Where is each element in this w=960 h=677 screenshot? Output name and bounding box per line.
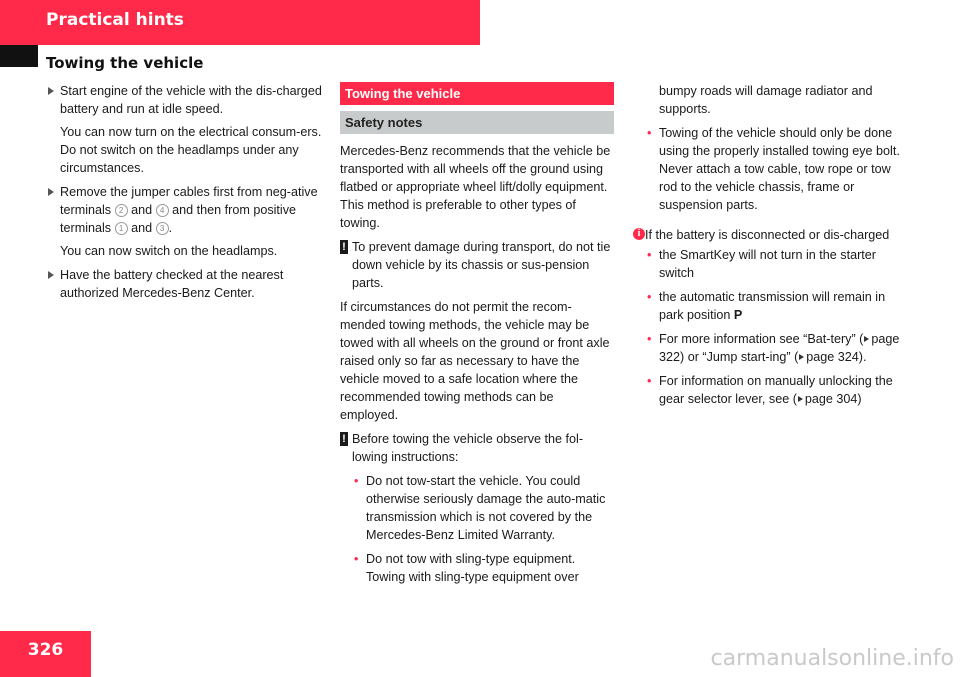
step-battery-check: Have the battery checked at the nearest authorized Mercedes-Benz Center.	[46, 266, 322, 302]
page-reference[interactable]: page 322) or “Jump start-ing” (	[659, 332, 900, 364]
step-text: and then from positive terminals	[60, 203, 297, 235]
section-heading: Towing the vehicle	[340, 82, 614, 105]
paragraph-alternative: If circumstances do not permit the recom-mended towing methods, the vehicle may be towed with all wheels on the ground or front axle raised only so far as necessary to have the vehicle moved to a safe location where the recommended towing methods can be employed.	[340, 300, 610, 422]
warning-text: To prevent damage during transport, do not tie down vehicle by its chassis or sus-pension parts.	[352, 240, 611, 290]
page-reference-arrow-icon	[799, 354, 804, 360]
subsection-title: Towing the vehicle	[46, 54, 204, 72]
info-note	[633, 226, 909, 244]
warning-note	[340, 430, 614, 466]
info-icon: i	[633, 228, 645, 240]
list-item: • Do not tow with sling-type equipment. Towing with sling-type equipment over	[352, 550, 614, 586]
terminal-number-badge: 4	[156, 204, 169, 217]
list-text: For information on manually unlocking the gear selector lever, see (	[659, 374, 893, 406]
warning-note	[340, 238, 614, 292]
step-text: and	[131, 203, 153, 217]
paragraph-recommendation: Mercedes-Benz recommends that the vehicle be transported with all wheels off the ground using flatbed or appropriate wheel lift/dolly equipment. This method is preferable to other types of towing.	[340, 144, 611, 230]
list-item: • the SmartKey will not turn in the starter switch	[645, 246, 909, 282]
header-tab-marker	[0, 45, 38, 67]
terminal-number-badge: 2	[115, 204, 128, 217]
gear-position: P	[733, 308, 743, 322]
list-item: • Towing of the vehicle should only be done using the properly installed towing eye bolt. Never attach a tow cable, tow rope or tow rod to the vehicle chassis, frame or suspension parts.	[645, 124, 909, 214]
terminal-number-badge: 1	[115, 222, 128, 235]
step-start-engine: Start engine of the vehicle with the dis-charged battery and run at idle speed.	[46, 82, 322, 118]
page-reference[interactable]: page 304)	[804, 392, 862, 406]
list-text: For more information see “Bat-tery” (	[659, 332, 864, 346]
step-text: and	[131, 221, 153, 235]
step-text: .	[168, 221, 173, 235]
section-title: Practical hints	[46, 10, 184, 30]
terminal-number-badge: 3	[156, 222, 169, 235]
step-start-engine-note: You can now turn on the electrical consum-ers. Do not switch on the headlamps under any circumstances.	[60, 125, 322, 175]
column-3	[633, 82, 909, 414]
warning-text: Before towing the vehicle observe the fol-lowing instructions:	[352, 432, 584, 464]
header-band	[0, 0, 480, 45]
column-1	[46, 82, 322, 307]
warning-icon: !	[340, 240, 348, 254]
step-remove-cables	[46, 183, 322, 237]
list-item-continued: bumpy roads will damage radiator and supports.	[659, 84, 873, 116]
page-reference-arrow-icon	[798, 396, 803, 402]
watermark: carmanualsonline.info	[710, 646, 954, 671]
list-text: the automatic transmission will remain in park position	[659, 290, 886, 322]
step-text: Remove the jumper cables first from neg-ative terminals	[60, 185, 318, 217]
warning-icon: !	[340, 432, 348, 446]
list-item: • Do not tow-start the vehicle. You could otherwise seriously damage the auto-matic transmission which is not covered by the Mercedes-Benz Limited Warranty.	[352, 472, 614, 544]
list-item	[645, 288, 909, 324]
info-text: If the battery is disconnected or dis-charged	[645, 228, 890, 242]
page-reference-arrow-icon	[864, 336, 869, 342]
list-item	[645, 330, 909, 366]
subsection-heading: Safety notes	[340, 111, 614, 134]
column-2	[340, 82, 614, 592]
list-item	[645, 372, 909, 408]
page-reference[interactable]: page 324).	[806, 350, 867, 364]
page-number: 326	[0, 631, 91, 677]
step-remove-cables-note: You can now switch on the headlamps.	[60, 244, 278, 258]
